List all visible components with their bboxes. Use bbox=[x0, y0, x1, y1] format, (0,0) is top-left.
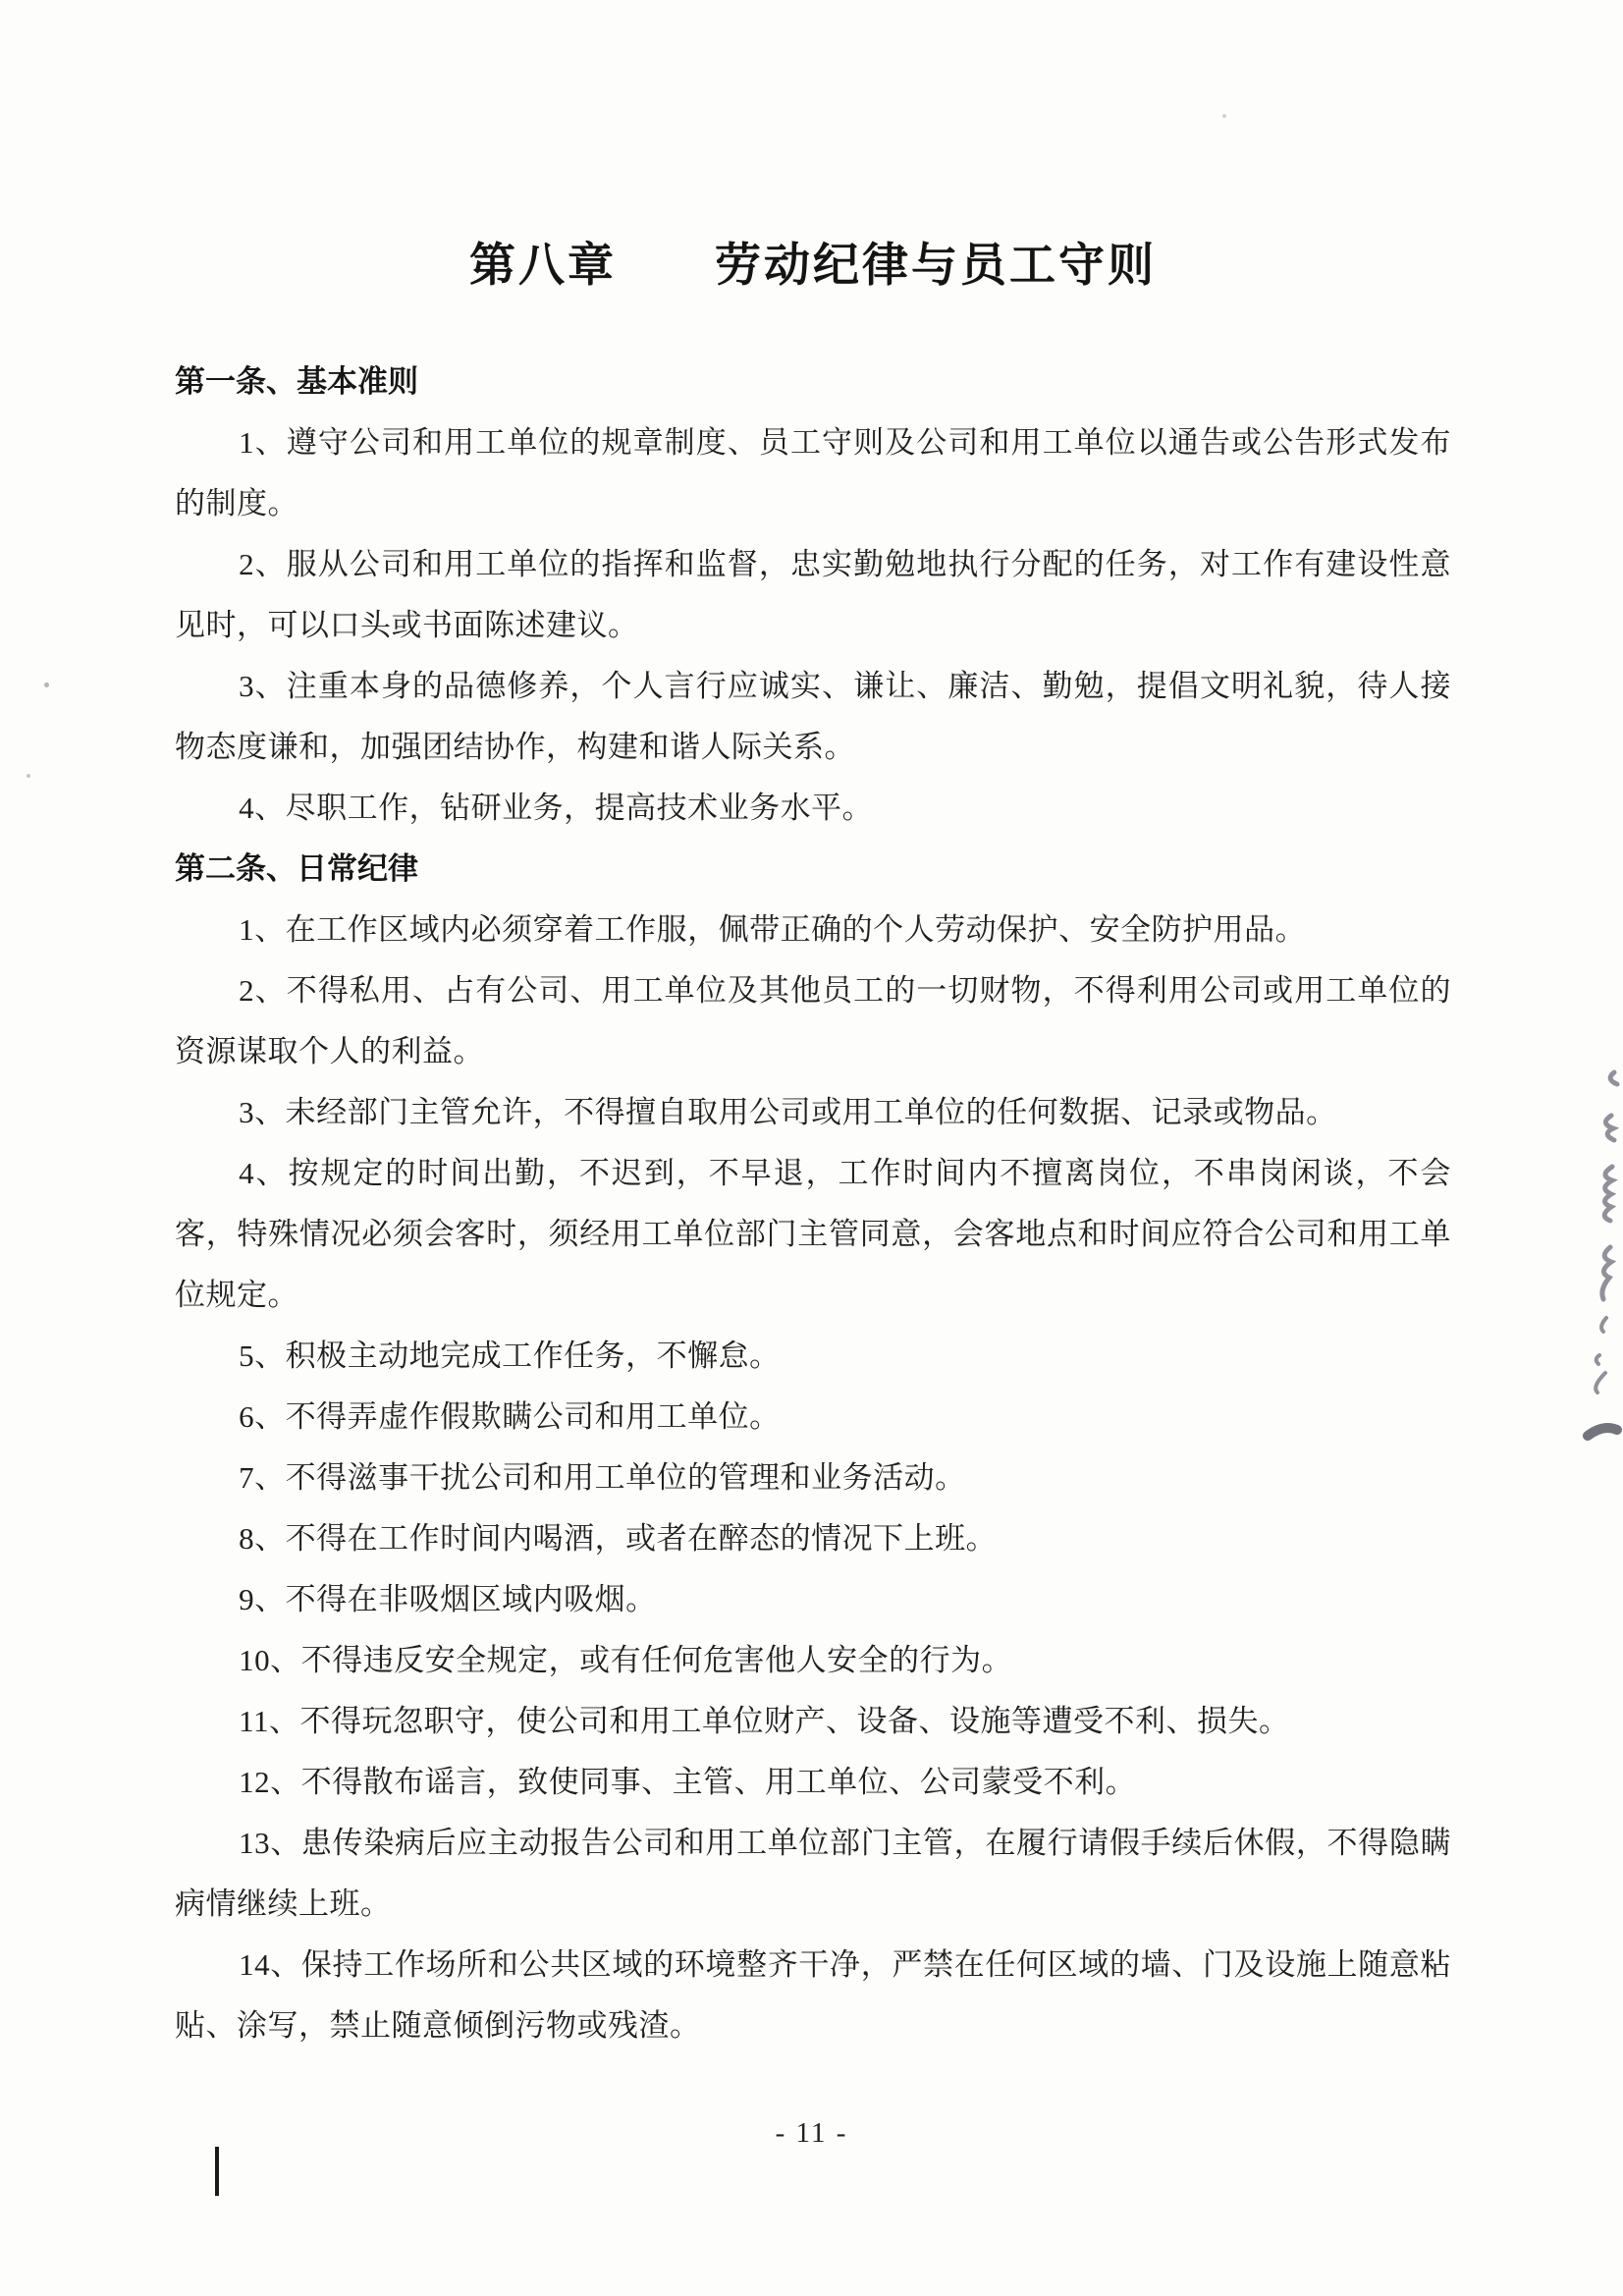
rule-item: 3、注重本身的品德修养，个人言行应诚实、谦让、廉洁、勤勉，提倡文明礼貌，待人接物态度谦和，加强团结协作，构建和谐人际关系。 bbox=[175, 669, 1451, 764]
rule-item: 7、不得滋事干扰公司和用工单位的管理和业务活动。 bbox=[239, 1460, 966, 1495]
chapter-title: 第八章 劳动纪律与员工守则 bbox=[469, 239, 1157, 291]
rule-item: 2、服从公司和用工单位的指挥和监督，忠实勤勉地执行分配的任务，对工作有建设性意见时，可以口头或书面陈述建议。 bbox=[175, 547, 1451, 642]
rule-item: 9、不得在非吸烟区域内吸烟。 bbox=[239, 1582, 657, 1616]
scan-scribble-artifact bbox=[1582, 1061, 1623, 1463]
rule-item: 10、不得违反安全规定，或有任何危害他人安全的行为。 bbox=[239, 1643, 1013, 1677]
rule-item: 14、保持工作场所和公共区域的环境整齐干净，严禁在任何区域的墙、门及设施上随意粘贴、涂写，禁止随意倾倒污物或残渣。 bbox=[175, 1947, 1451, 2043]
section-heading-basic-rules: 第一条、基本准则 bbox=[175, 364, 418, 399]
section-heading-daily-discipline: 第二条、日常纪律 bbox=[175, 851, 418, 886]
document-body bbox=[0, 236, 1623, 2056]
page-number: - 11 - bbox=[775, 2117, 848, 2149]
rule-item: 1、在工作区域内必须穿着工作服，佩带正确的个人劳动保护、安全防护用品。 bbox=[239, 912, 1307, 947]
rule-item: 12、不得散布谣言，致使同事、主管、用工单位、公司蒙受不利。 bbox=[239, 1765, 1137, 1799]
scan-speck bbox=[44, 683, 49, 687]
scan-tick-artifact bbox=[215, 2147, 219, 2196]
rule-item: 3、未经部门主管允许，不得擅自取用公司或用工单位的任何数据、记录或物品。 bbox=[239, 1095, 1337, 1129]
rule-item: 1、遵守公司和用工单位的规章制度、员工守则及公司和用工单位以通告或公告形式发布的制度。 bbox=[175, 425, 1451, 520]
rule-item: 13、患传染病后应主动报告公司和用工单位部门主管，在履行请假手续后休假，不得隐瞒病情继续上班。 bbox=[175, 1826, 1451, 1921]
rule-item: 8、不得在工作时间内喝酒，或者在醉态的情况下上班。 bbox=[239, 1521, 998, 1556]
rule-item: 2、不得私用、占有公司、用工单位及其他员工的一切财物，不得利用公司或用工单位的资源谋取个人的利益。 bbox=[175, 973, 1451, 1068]
rule-item: 4、尽职工作，钻研业务，提高技术业务水平。 bbox=[239, 791, 874, 825]
rule-item: 5、积极主动地完成工作任务，不懈怠。 bbox=[239, 1339, 781, 1373]
rule-item: 4、按规定的时间出勤，不迟到，不早退，工作时间内不擅离岗位，不串岗闲谈，不会客，特殊情况必须会客时，须经用工单位部门主管同意，会客地点和时间应符合公司和用工单位规定。 bbox=[175, 1156, 1451, 1312]
rule-item: 6、不得弄虚作假欺瞒公司和用工单位。 bbox=[239, 1399, 781, 1434]
scan-speck bbox=[27, 774, 30, 778]
rule-item: 11、不得玩忽职守，使公司和用工单位财产、设备、设施等遭受不利、损失。 bbox=[239, 1704, 1290, 1738]
scan-speck bbox=[1222, 114, 1226, 118]
